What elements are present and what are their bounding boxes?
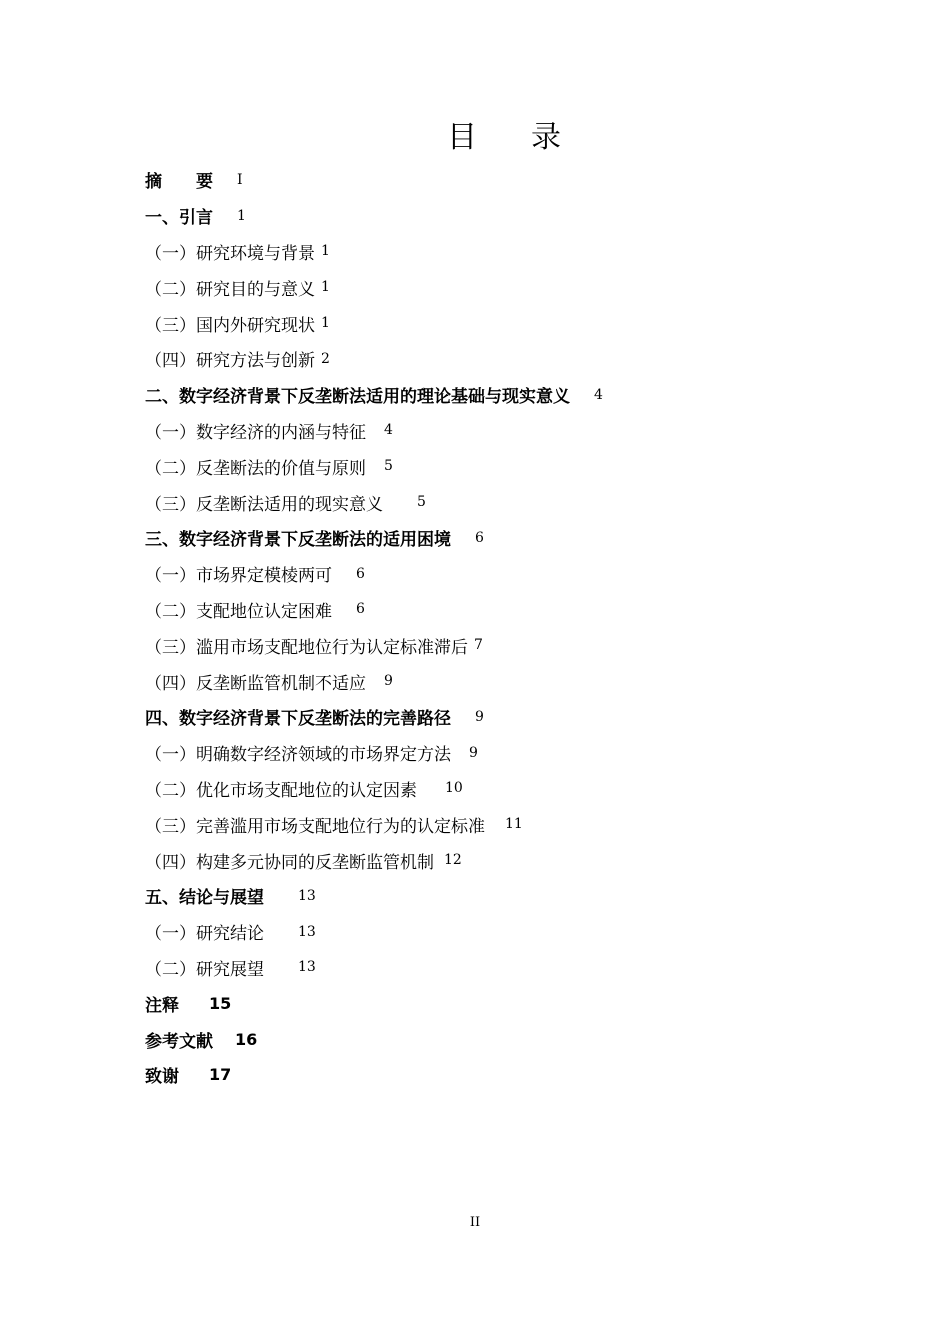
toc-entry-section[interactable]: [145, 413, 845, 449]
toc-entry-page-number: 1: [237, 207, 246, 224]
toc-entry-section[interactable]: [145, 234, 845, 270]
toc-entry-page-number: 16: [235, 1029, 258, 1049]
toc-entry-label: （二）反垄断法的价值与原则: [145, 458, 366, 479]
toc-entry-page-number: 1: [321, 243, 330, 260]
toc-entry-page-number: 9: [384, 673, 393, 690]
toc-entry-chapter[interactable]: [145, 878, 845, 914]
toc-entry-page-number: 7: [474, 637, 483, 654]
toc-entry-section[interactable]: [145, 735, 845, 771]
toc-entry-label: （一）研究结论: [145, 924, 264, 945]
toc-entry-label: （一）研究环境与背景: [145, 243, 315, 264]
toc-entry-page-number: 9: [475, 708, 484, 725]
toc-entry-label: （四）反垄断监管机制不适应: [145, 673, 366, 694]
toc-entry-label: 二、数字经济背景下反垄断法适用的理论基础与现实意义: [145, 387, 570, 408]
toc-entry-page-number: 4: [594, 386, 603, 403]
toc-entry-page-number: 13: [298, 959, 316, 976]
toc-entry-page-number: 1: [321, 315, 330, 332]
toc-entry-label: 摘 要: [145, 172, 213, 193]
toc-entry-label: 三、数字经济背景下反垄断法的适用困境: [145, 530, 451, 551]
toc-entry-chapter[interactable]: [145, 699, 845, 735]
toc-entry-section[interactable]: [145, 305, 845, 341]
toc-entry-chapter[interactable]: [145, 1057, 845, 1093]
toc-entry-page-number: 15: [209, 993, 232, 1013]
toc-entry-label: （二）研究展望: [145, 959, 264, 980]
toc-entry-section[interactable]: [145, 269, 845, 305]
toc-entry-label: （三）反垄断法适用的现实意义: [145, 494, 383, 515]
toc-entry-page-number: 10: [445, 780, 463, 797]
toc-entry-chapter[interactable]: [145, 162, 845, 198]
toc-entry-section[interactable]: [145, 556, 845, 592]
toc-entry-page-number: 2: [321, 350, 330, 367]
toc-entry-chapter[interactable]: [145, 985, 845, 1021]
toc-entry-label: （四）构建多元协同的反垄断监管机制: [145, 852, 434, 873]
toc-entry-page-number: 17: [209, 1065, 232, 1085]
toc-entry-section[interactable]: [145, 627, 845, 663]
page-number: II: [469, 1215, 481, 1230]
toc-entry-chapter[interactable]: [145, 377, 845, 413]
title-char-left: 目: [447, 120, 479, 155]
toc-entry-page-number: 11: [505, 816, 523, 833]
toc-entry-page-number: 5: [417, 494, 426, 511]
toc-entry-section[interactable]: [145, 592, 845, 628]
page-title: [0, 112, 950, 156]
toc-entry-label: （二）支配地位认定困难: [145, 601, 332, 622]
toc-entry-page-number: 6: [356, 601, 365, 618]
toc-entry-label: （二）研究目的与意义: [145, 279, 315, 300]
toc-entry-chapter[interactable]: [145, 1021, 845, 1057]
toc-entry-page-number: 4: [384, 422, 393, 439]
toc-entry-label: 五、结论与展望: [145, 888, 264, 909]
toc-entry-label: （三）滥用市场支配地位行为认定标准滞后: [145, 637, 468, 658]
toc-entry-page-number: 13: [298, 887, 316, 904]
toc-entry-label: 四、数字经济背景下反垄断法的完善路径: [145, 709, 451, 730]
toc-entry-page-number: 9: [469, 744, 478, 761]
toc-entry-page-number: 5: [384, 458, 393, 475]
toc-entry-section[interactable]: [145, 663, 845, 699]
toc-entry-label: （一）明确数字经济领域的市场界定方法: [145, 745, 451, 766]
toc-entry-page-number: I: [237, 171, 243, 188]
toc-entry-section[interactable]: [145, 950, 845, 986]
toc-entry-section[interactable]: [145, 341, 845, 377]
toc-entry-chapter[interactable]: [145, 520, 845, 556]
toc-entry-page-number: 1: [321, 279, 330, 296]
toc-entry-label: （四）研究方法与创新: [145, 351, 315, 372]
toc-entry-label: 注释: [145, 995, 179, 1016]
toc-entry-page-number: 12: [444, 852, 462, 869]
toc-entry-label: （一）数字经济的内涵与特征: [145, 422, 366, 443]
toc-entry-label: （三）完善滥用市场支配地位行为的认定标准: [145, 816, 485, 837]
toc-entry-section[interactable]: [145, 914, 845, 950]
toc-entry-section[interactable]: [145, 484, 845, 520]
table-of-contents: [145, 162, 845, 1093]
toc-entry-section[interactable]: [145, 806, 845, 842]
toc-entry-chapter[interactable]: [145, 198, 845, 234]
toc-entry-section[interactable]: [145, 842, 845, 878]
toc-entry-page-number: 6: [356, 565, 365, 582]
toc-entry-label: 一、引言: [145, 208, 213, 229]
toc-entry-section[interactable]: [145, 448, 845, 484]
toc-entry-section[interactable]: [145, 771, 845, 807]
toc-entry-page-number: 6: [475, 529, 484, 546]
toc-entry-label: （三）国内外研究现状: [145, 315, 315, 336]
toc-entry-label: （一）市场界定模棱两可: [145, 566, 332, 587]
title-char-right: 录: [531, 120, 563, 155]
toc-entry-label: 致谢: [145, 1067, 179, 1088]
toc-entry-label: 参考文献: [145, 1031, 213, 1052]
toc-entry-page-number: 13: [298, 923, 316, 940]
toc-entry-label: （二）优化市场支配地位的认定因素: [145, 780, 417, 801]
